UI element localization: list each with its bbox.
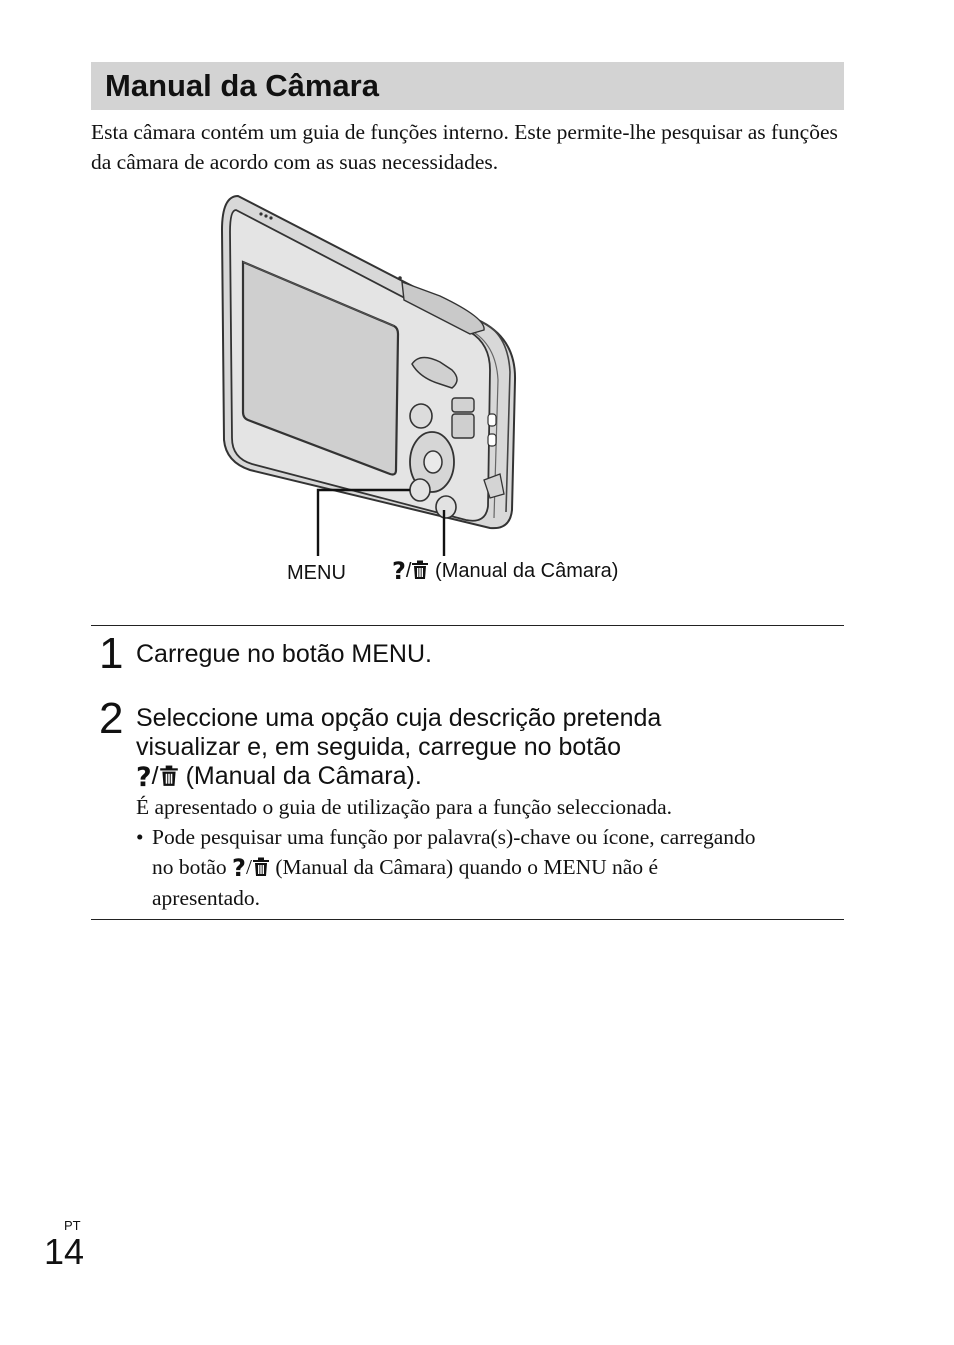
menu-callout-label: MENU [287,562,346,584]
bullet-line-2-head: no botão [152,855,233,879]
step-2-bullet [136,822,836,913]
bullet-line-2-tail: (Manual da Câmara) quando o MENU não é [269,855,659,879]
help-icon: ? [392,557,406,585]
help-button-drawing [436,496,456,518]
steps-top-rule [91,625,844,626]
step-2-number: 2 [99,694,124,743]
camera-illustration [0,0,954,620]
playback-button [410,404,432,428]
intro-paragraph: Esta câmara contém um guia de funções interno. Este permite-lhe pesquisar as funções da câmara de acordo com as suas necessidades. [91,120,838,174]
page-language: PT [64,1218,81,1233]
trash-icon [159,765,179,787]
bullet-line-3: apresentado. [152,886,261,910]
help-icon: ? [136,762,152,793]
page-number: 14 [44,1231,85,1272]
trash-icon [411,560,429,580]
menu-button-drawing [410,479,430,501]
help-icon: ? [232,854,246,882]
step-2-line-2: visualizar e, em seguida, carregue no botão [136,733,622,761]
section-title: Manual da Câmara [105,68,379,103]
trash-icon [252,857,270,877]
step-2-note: É apresentado o guia de utilização para a função seleccionada. [136,795,673,819]
step-2-line-1: Seleccione uma opção cuja descrição pretenda [136,704,662,732]
steps-bottom-rule [91,919,844,920]
icon-separator: / [405,560,412,582]
step-1-text: Carregue no botão MENU. [136,640,432,668]
step-2-line-3 [136,762,422,792]
bullet-mark: • [136,825,144,849]
step-2-line-3-text: (Manual da Câmara). [178,762,422,790]
center-button [424,451,442,473]
help-callout-text: (Manual da Câmara) [435,560,619,582]
help-callout-label [392,559,618,583]
icon-separator: / [151,762,159,790]
bullet-line-2 [152,852,836,883]
step-1-number: 1 [99,629,124,678]
bullet-line-1: Pode pesquisar uma função por palavra(s)-chave ou ícone, carregando [152,825,756,849]
icon-separator: / [245,855,252,879]
